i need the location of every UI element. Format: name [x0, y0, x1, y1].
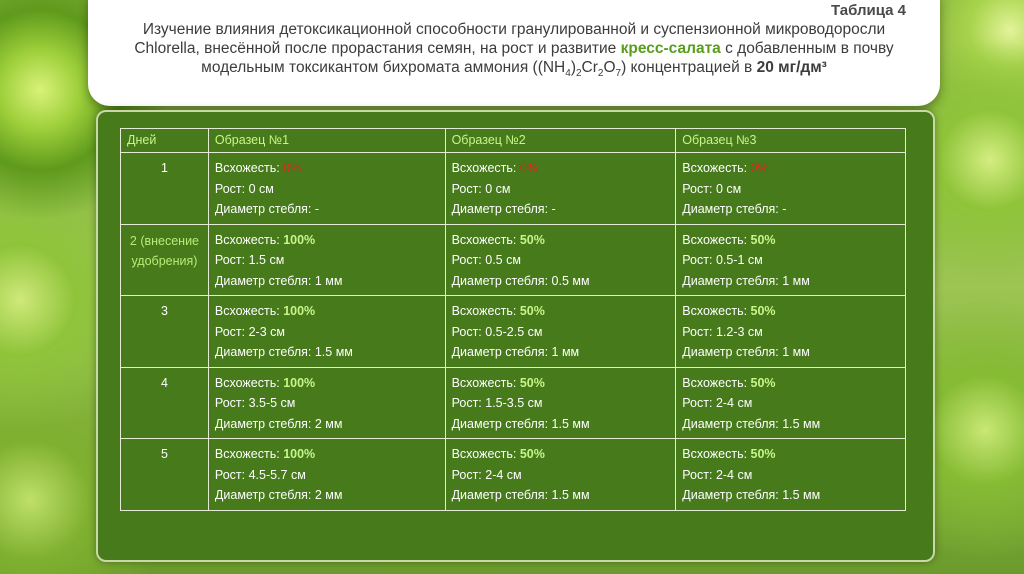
germination-line [452, 444, 670, 465]
germination-line [682, 373, 899, 394]
sample-cell [208, 153, 445, 225]
growth-value: 2-4 см [715, 467, 753, 482]
column-header-days: Дней [121, 129, 209, 153]
title-part5: O [603, 59, 616, 76]
growth-line [682, 250, 899, 271]
growth-value: 0 см [485, 181, 511, 196]
growth-label: Рост: [451, 396, 486, 410]
germination-line [452, 158, 670, 179]
growth-label: Рост: [214, 253, 249, 267]
diameter-value: - [782, 202, 787, 216]
germination-value: 100% [283, 304, 316, 318]
diameter-line [215, 199, 439, 220]
germination-line [215, 158, 439, 179]
germination-label: Всхожесть: [682, 375, 751, 390]
header-card [88, 0, 940, 106]
sample-cell [676, 153, 906, 225]
diameter-line [452, 199, 670, 220]
germination-line [215, 301, 439, 322]
table-number: Таблица 4 [830, 2, 906, 19]
growth-line [452, 179, 670, 200]
column-header-sample-2: Образец №2 [445, 129, 676, 153]
germination-label: Всхожесть: [682, 304, 751, 318]
diameter-value: 2 мм [314, 488, 343, 502]
table-row [121, 367, 906, 439]
diameter-value: - [551, 202, 556, 216]
growth-line [452, 322, 670, 343]
germination-value: 0% [750, 161, 769, 175]
sample-cell [208, 367, 445, 439]
title-part3: ) [570, 59, 576, 76]
growth-value: 1.5-3.5 см [485, 396, 543, 410]
title-accent: кресс-салата [620, 40, 721, 57]
sample-cell [208, 439, 445, 511]
growth-label: Рост: [214, 324, 249, 339]
title-sub3: 2 [597, 68, 604, 80]
germination-label: Всхожесть: [451, 375, 520, 390]
growth-value: 0.5-2.5 см [485, 324, 543, 339]
germination-label: Всхожесть: [214, 232, 284, 247]
germination-value: 50% [750, 304, 776, 318]
day-cell: 4 [121, 367, 209, 439]
diameter-value: 1 мм [551, 345, 580, 359]
diameter-value: 2 мм [314, 416, 343, 431]
title-part1: Изучение влияния детоксикационной способности гранулированной и суспензионной микроводоросли Chlorella, внесённой после прорастания семян, на рост и развитие [134, 21, 886, 57]
table-row [121, 439, 906, 511]
germination-label: Всхожесть: [682, 161, 751, 175]
growth-line [215, 465, 439, 486]
diameter-line [682, 271, 899, 292]
diameter-value: 1.5 мм [782, 416, 821, 431]
germination-value: 50% [519, 447, 545, 461]
diameter-value: - [314, 202, 320, 216]
diameter-line [452, 414, 670, 435]
sample-cell [676, 439, 906, 511]
diameter-label: Диаметр стебля: [682, 488, 783, 502]
diameter-line [452, 485, 670, 506]
diameter-label: Диаметр стебля: [214, 345, 315, 359]
sample-cell [445, 367, 676, 439]
sample-cell [445, 153, 676, 225]
germination-line [682, 444, 899, 465]
diameter-label: Диаметр стебля: [451, 416, 552, 431]
day-cell: 3 [121, 296, 209, 368]
growth-value: 2-4 см [715, 396, 753, 410]
germination-value: 0% [283, 161, 302, 175]
diameter-line [215, 342, 439, 363]
day-cell: 2 (внесение удобрения) [121, 224, 209, 296]
diameter-line [682, 414, 899, 435]
growth-line [215, 393, 439, 414]
sample-cell [445, 439, 676, 511]
germination-label: Всхожесть: [214, 375, 284, 390]
day-cell: 1 [121, 153, 209, 225]
germination-line [215, 373, 439, 394]
diameter-value: 0.5 мм [551, 273, 590, 288]
diameter-label: Диаметр стебля: [451, 202, 552, 216]
diameter-label: Диаметр стебля: [214, 488, 315, 502]
diameter-value: 1.5 мм [551, 488, 590, 502]
germination-label: Всхожесть: [451, 161, 520, 175]
germination-value: 0% [519, 161, 538, 175]
title-sub4: 7 [615, 68, 622, 80]
germination-label: Всхожесть: [214, 304, 284, 318]
germination-value: 50% [519, 304, 545, 318]
germination-line [452, 301, 670, 322]
table-row [121, 153, 906, 225]
growth-line [682, 322, 899, 343]
diameter-label: Диаметр стебля: [214, 202, 315, 216]
diameter-label: Диаметр стебля: [214, 273, 315, 288]
diameter-line [452, 271, 670, 292]
sample-cell [676, 367, 906, 439]
column-header-sample-1: Образец №1 [208, 129, 445, 153]
diameter-label: Диаметр стебля: [682, 273, 783, 288]
growth-value: 2-3 см [248, 324, 285, 339]
growth-line [215, 250, 439, 271]
germination-label: Всхожесть: [682, 447, 751, 461]
germination-label: Всхожесть: [214, 161, 284, 175]
germination-value: 100% [283, 375, 316, 390]
table-row [121, 296, 906, 368]
growth-label: Рост: [682, 396, 716, 410]
diameter-value: 1.5 мм [782, 488, 821, 502]
diameter-line [682, 342, 899, 363]
sample-cell [445, 224, 676, 296]
germination-value: 50% [519, 232, 545, 247]
diameter-line [215, 271, 439, 292]
germination-line [452, 373, 670, 394]
growth-line [682, 179, 899, 200]
sample-cell [208, 224, 445, 296]
diameter-label: Диаметр стебля: [451, 273, 552, 288]
diameter-label: Диаметр стебля: [682, 202, 783, 216]
table-title [128, 20, 900, 83]
growth-value: 2-4 см [485, 467, 522, 482]
germination-line [682, 301, 899, 322]
growth-line [682, 465, 899, 486]
growth-label: Рост: [214, 396, 249, 410]
growth-line [452, 393, 670, 414]
germination-value: 50% [750, 375, 776, 390]
title-bold: 20 мг/дм³ [756, 59, 827, 76]
diameter-label: Диаметр стебля: [214, 416, 315, 431]
sample-cell [445, 296, 676, 368]
growth-label: Рост: [682, 253, 716, 267]
growth-label: Рост: [682, 324, 716, 339]
growth-label: Рост: [451, 324, 486, 339]
growth-value: 1.2-3 см [715, 324, 763, 339]
germination-line [215, 230, 439, 251]
germination-line [682, 230, 899, 251]
diameter-value: 1.5 мм [551, 416, 590, 431]
diameter-value: 1 мм [782, 345, 810, 359]
germination-value: 50% [750, 447, 776, 461]
growth-value: 4.5-5.7 см [248, 467, 306, 482]
diameter-label: Диаметр стебля: [682, 345, 783, 359]
column-header-sample-3: Образец №3 [676, 129, 906, 153]
growth-line [682, 393, 899, 414]
diameter-line [215, 485, 439, 506]
table-header-row [121, 129, 906, 153]
growth-label: Рост: [682, 181, 716, 196]
diameter-label: Диаметр стебля: [682, 416, 783, 431]
table-row [121, 224, 906, 296]
title-part2: с добавленным в почву модельным токсикантом бихромата аммония ((NH [201, 40, 894, 76]
growth-label: Рост: [682, 467, 716, 482]
growth-line [215, 322, 439, 343]
growth-label: Рост: [451, 181, 486, 196]
sample-cell [676, 296, 906, 368]
germination-value: 100% [283, 447, 316, 461]
results-table [120, 128, 906, 511]
diameter-line [215, 414, 439, 435]
diameter-line [682, 485, 899, 506]
title-sub2: 2 [575, 68, 582, 80]
sample-cell [208, 296, 445, 368]
diameter-value: 1 мм [782, 273, 810, 288]
day-cell: 5 [121, 439, 209, 511]
title-part6: ) концентрацией в [621, 59, 757, 76]
growth-value: 1.5 см [248, 253, 285, 267]
growth-value: 3.5-5 см [248, 396, 296, 410]
growth-value: 0.5 см [485, 253, 521, 267]
table-panel [96, 110, 935, 562]
diameter-label: Диаметр стебля: [451, 488, 552, 502]
growth-value: 0 см [715, 181, 742, 196]
growth-label: Рост: [451, 253, 486, 267]
title-sub1: 4 [565, 68, 571, 80]
germination-line [215, 444, 439, 465]
growth-value: 0.5-1 см [715, 253, 763, 267]
germination-line [682, 158, 899, 179]
growth-line [452, 250, 670, 271]
diameter-value: 1.5 мм [314, 345, 353, 359]
diameter-line [682, 199, 899, 220]
germination-label: Всхожесть: [451, 304, 520, 318]
germination-line [452, 230, 670, 251]
sample-cell [676, 224, 906, 296]
growth-label: Рост: [214, 181, 249, 196]
germination-value: 50% [750, 232, 776, 247]
germination-value: 100% [283, 232, 316, 247]
title-part4: Cr [581, 59, 598, 76]
growth-label: Рост: [214, 467, 249, 482]
germination-label: Всхожесть: [451, 447, 520, 461]
growth-line [215, 179, 439, 200]
diameter-label: Диаметр стебля: [451, 345, 552, 359]
growth-label: Рост: [451, 467, 486, 482]
germination-label: Всхожесть: [214, 447, 284, 461]
germination-value: 50% [519, 375, 545, 390]
growth-line [452, 465, 670, 486]
germination-label: Всхожесть: [682, 232, 751, 247]
germination-label: Всхожесть: [451, 232, 520, 247]
growth-value: 0 см [248, 181, 274, 196]
diameter-line [452, 342, 670, 363]
diameter-value: 1 мм [314, 273, 343, 288]
